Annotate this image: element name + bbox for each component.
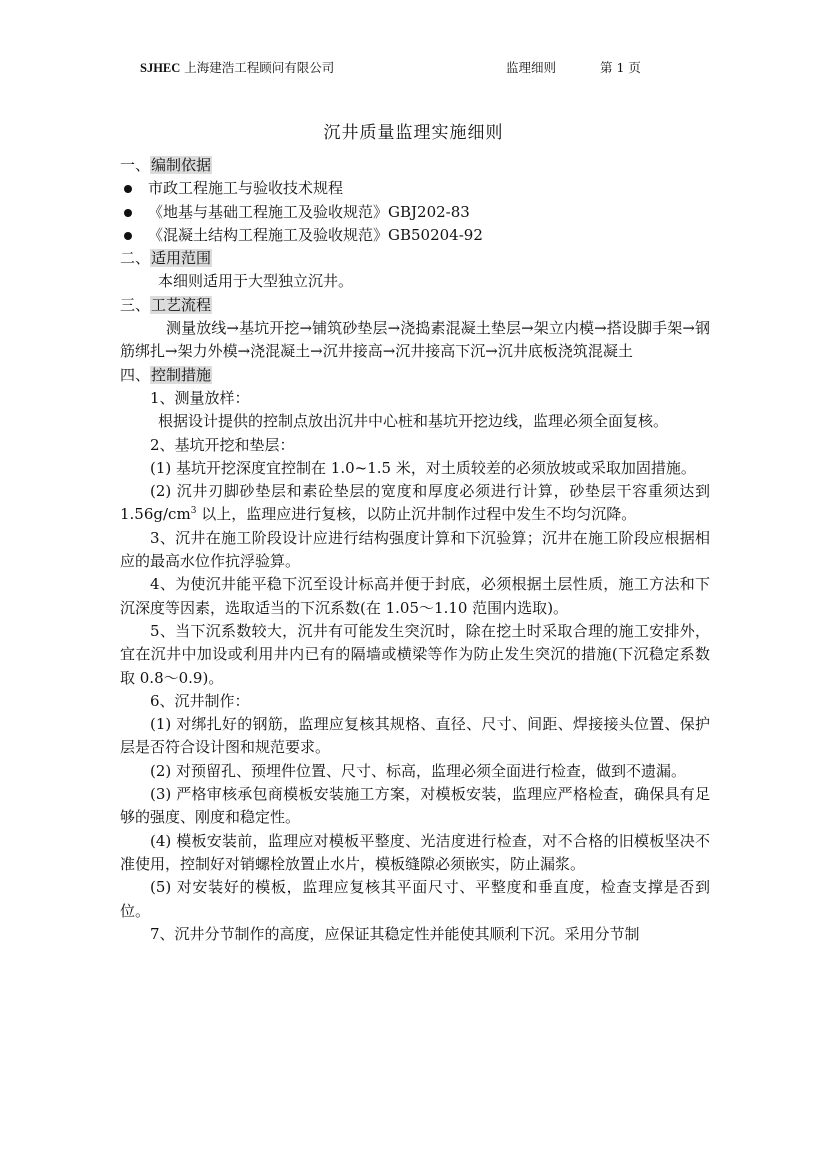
paragraph: 5、当下沉系数较大，沉井有可能发生突沉时，除在挖土时采取合理的施工安排外，宜在沉井中加设或利用井内已有的隔墙或横梁等作为防止发生突沉的措施(下沉稳定系数取 0.8～0.9)。 xyxy=(120,621,710,687)
company-name: SJHEC 上海建浩工程顾问有限公司 xyxy=(140,60,335,75)
paragraph: 4、为使沉井能平稳下沉至设计标高并便于封底，必须根据土层性质，施工方法和下沉深度等因素，选取适当的下沉系数(在 1.05～1.10 范围内选取)。 xyxy=(120,575,710,617)
document-body xyxy=(120,154,710,946)
paragraph: 本细则适用于大型独立沉井。 xyxy=(158,272,354,291)
paragraph: (1) 对绑扎好的钢筋，监理应复核其规格、直径、尺寸、间距、焊接接头位置、保护层是否符合设计图和规范要求。 xyxy=(120,715,710,757)
section-heading-1: 一、编制依据 xyxy=(120,156,212,174)
paragraph: (3) 严格审核承包商模板安装施工方案，对模板安装，监理应严格检查，确保具有足够的强度、刚度和稳定性。 xyxy=(120,785,710,827)
paragraph: 根据设计提供的控制点放出沉井中心桩和基坑开挖边线，监理必须全面复核。 xyxy=(158,412,669,431)
document-name: 监理细则 xyxy=(506,60,557,75)
bullet-item: 《混凝土结构工程施工及验收规范》GB50204-92 xyxy=(120,224,710,247)
bullet-item: 市政工程施工与验收技术规程 xyxy=(120,177,710,200)
page-number: 第 1 页 xyxy=(600,60,641,75)
subheading: 6、沉井制作： xyxy=(150,691,250,710)
paragraph: (4) 模板安装前，监理应对模板平整度、光洁度进行检查，对不合格的旧模板坚决不准使用，控制好对销螺栓放置止水片，模板缝隙必须嵌实，防止漏浆。 xyxy=(120,831,710,873)
paragraph: (5) 对安装好的模板，监理应复核其平面尺寸、平整度和垂直度，检查支撑是否到位。 xyxy=(120,878,710,920)
subheading: 1、测量放样： xyxy=(150,388,250,407)
section-heading-4: 四、控制措施 xyxy=(120,365,212,384)
paragraph: 测量放线→基坑开挖→铺筑砂垫层→浇捣素混凝土垫层→架立内模→搭设脚手架→钢筋绑扎→架力外模→浇混凝土→沉井接高→沉井接高下沉→沉井底板浇筑混凝土 xyxy=(120,319,710,361)
paragraph: (2) 对预留孔、预埋件位置、尺寸、标高，监理必须全面进行检查，做到不遗漏。 xyxy=(150,761,687,780)
paragraph: 3、沉井在施工阶段设计应进行结构强度计算和下沉验算；沉井在施工阶段应根据相应的最高水位作抗浮验算。 xyxy=(120,528,710,571)
subheading: 2、基坑开挖和垫层： xyxy=(150,435,295,454)
paragraph: 7、沉井分节制作的高度，应保证其稳定性并能使其顺利下沉。采用分节制 xyxy=(150,924,640,943)
paragraph: (1) 基坑开挖深度宜控制在 1.0~1.5 米，对土质较差的必须放坡或采取加固措施。 xyxy=(150,458,696,477)
section-heading-3: 三、工艺流程 xyxy=(120,295,212,314)
bullet-item: 《地基与基础工程施工及验收规范》GBJ202-83 xyxy=(120,201,710,224)
document-title: 沉井质量监理实施细则 xyxy=(323,123,504,143)
bullet-icon xyxy=(124,185,132,193)
paragraph: (2) 沉井刃脚砂垫层和素砼垫层的宽度和厚度必须进行计算，砂垫层干容重须达到 $1.56g/cm^3$ 以上，监理应进行复核，以防止沉井制作过程中发生不均匀沉降。 xyxy=(120,482,710,524)
bullet-icon xyxy=(124,209,132,217)
page-header xyxy=(140,58,680,80)
section-heading-2: 二、适用范围 xyxy=(120,249,212,268)
bullet-icon xyxy=(124,232,132,240)
